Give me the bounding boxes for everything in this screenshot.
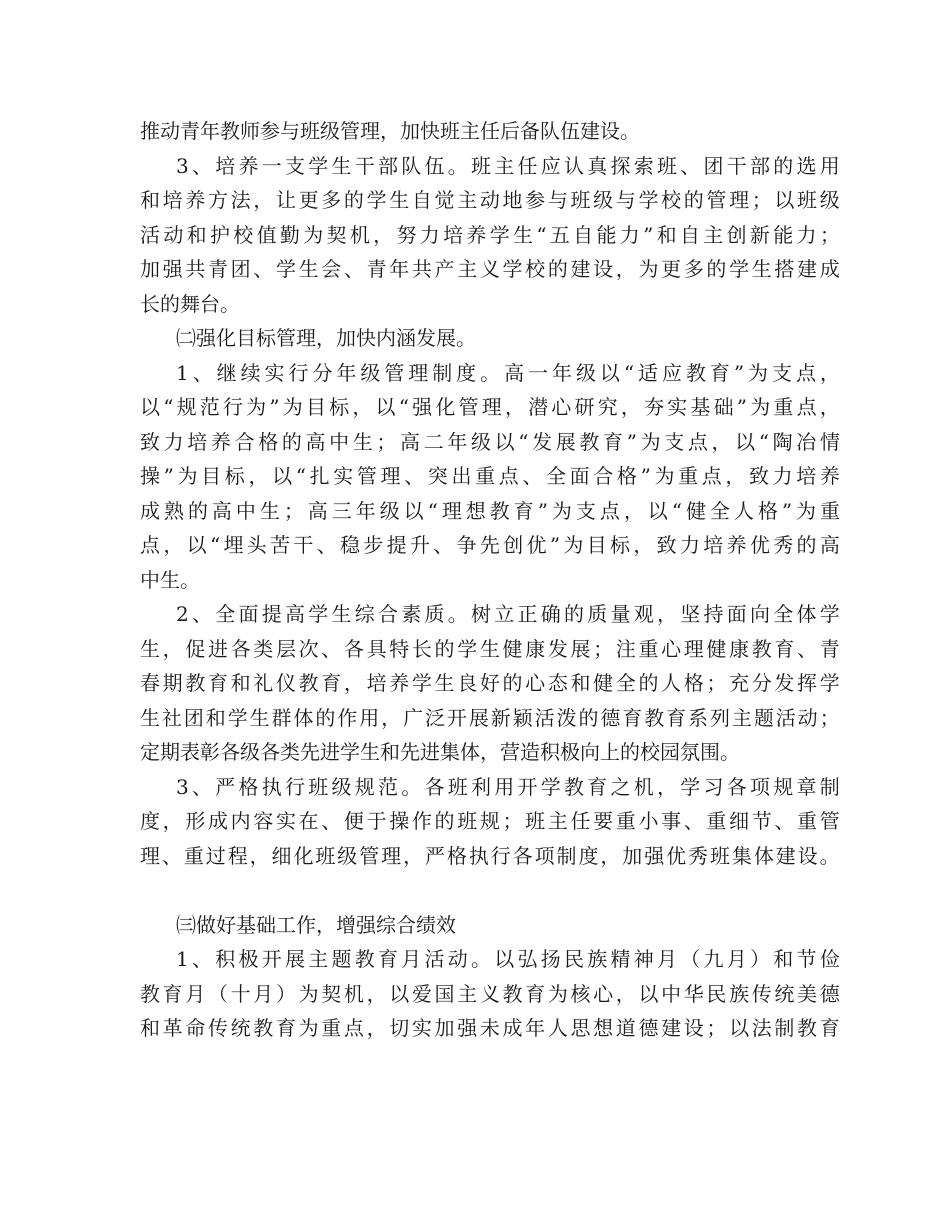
text-line: 长的舞台。 <box>140 291 240 316</box>
text-line: 生 社 团 和 学 生 群 体 的 作 用 ， 广 泛 开 展 新 颖 活 泼 的 德 育 教 育 系 列 主 题 活 动 ； <box>140 705 840 730</box>
text-line: 生 ， 促 进 各 类 层 次 、 各 具 特 长 的 学 生 健 康 发 展 ； 注 重 心 理 健 康 教 育 、 青 <box>140 636 840 661</box>
section-heading: ㈡强化目标管理，加快内涵发展。 <box>176 326 476 350</box>
text-line: 春 期 教 育 和 礼 仪 教 育 ， 培 养 学 生 良 好 的 心 态 和 健 全 的 人 格 ； 充 分 发 挥 学 <box>140 671 840 695</box>
section-heading: ㈢做好基础工作，增强综合绩效 <box>176 912 456 937</box>
text-line: 和 革 命 传 统 教 育 为 重 点 ， 切 实 加 强 未 成 年 人 思 想 道 德 建 设 ； 以 法 制 教 育 <box>140 1016 840 1040</box>
text-line: 理 、 重 过 程 ， 细 化 班 级 管 理 ， 严 格 执 行 各 项 制 度 ， 加 强 优 秀 班 集 体 建 设 。 <box>140 843 840 868</box>
text-line: 度 ， 形 成 内 容 实 在 、 便 于 操 作 的 班 规 ； 班 主 任 要 重 小 事 、 重 细 节 、 重 管 <box>140 809 840 833</box>
text-line: 中生。 <box>140 567 200 592</box>
text-line: 成 熟 的 高 中 生 ； 高 三 年 级 以 “ 理 想 教 育 ” 为 支 点 ， 以 “ 健 全 人 格 ” 为 重 <box>140 498 840 523</box>
text-line: 操 ” 为 目 标 ， 以 “ 扎 实 管 理 、 突 出 重 点 、 全 面 合 格 ” 为 重 点 ， 致 力 培 养 <box>140 464 840 488</box>
text-line: 以 “ 规 范 行 为 ” 为 目 标 ， 以 “ 强 化 管 理 ， 潜 心 研 究 ， 夯 实 基 础 ” 为 重 点 ， <box>140 395 840 419</box>
text-line: 推动青年教师参与班级管理，加快班主任后备队伍建设。 <box>140 119 640 143</box>
text-line: 致 力 培 养 合 格 的 高 中 生 ； 高 二 年 级 以 “ 发 展 教 育 ” 为 支 点 ， 以 “ 陶 冶 情 <box>140 429 840 454</box>
blank-line <box>140 873 840 908</box>
text-line: 教 育 月 （ 十 月 ） 为 契 机 ， 以 爱 国 主 义 教 育 为 核 心 ， 以 中 华 民 族 传 统 美 德 <box>140 981 840 1006</box>
text-line: 点 ， 以 “ 埋 头 苦 干 、 稳 步 提 升 、 争 先 创 优 ” 为 目 标 ， 致 力 培 养 优 秀 的 高 <box>140 533 840 557</box>
text-line: 和 培 养 方 法 ， 让 更 多 的 学 生 自 觉 主 动 地 参 与 班 级 与 学 校 的 管 理 ； 以 班 级 <box>140 188 840 212</box>
paragraph-first-line: 3 、 严 格 执 行 班 级 规 范 。 各 班 利 用 开 学 教 育 之 机 ， 学 习 各 项 规 章 制 <box>176 774 840 799</box>
document-page <box>140 114 840 1046</box>
paragraph-first-line: 3 、 培 养 一 支 学 生 干 部 队 伍 。 班 主 任 应 认 真 探 索 班 、 团 干 部 的 选 用 <box>176 153 840 178</box>
text-line: 加 强 共 青 团 、 学 生 会 、 青 年 共 产 主 义 学 校 的 建 设 ， 为 更 多 的 学 生 搭 建 成 <box>140 257 840 281</box>
text-line: 定期表彰各级各类先进学生和先进集体，营造积极向上的校园氛围。 <box>140 740 740 764</box>
text-line: 活 动 和 护 校 值 勤 为 契 机 ， 努 力 培 养 学 生 “ 五 自 能 力 ” 和 自 主 创 新 能 力 ； <box>140 222 840 247</box>
paragraph-first-line: 1 、 积 极 开 展 主 题 教 育 月 活 动 。 以 弘 扬 民 族 精 神 月 （ 九 月 ） 和 节 俭 <box>176 947 840 971</box>
paragraph-first-line: 2 、 全 面 提 高 学 生 综 合 素 质 。 树 立 正 确 的 质 量 观 ， 坚 持 面 向 全 体 学 <box>176 602 840 626</box>
paragraph-first-line: 1 、 继 续 实 行 分 年 级 管 理 制 度 。 高 一 年 级 以 “ 适 应 教 育 ” 为 支 点 ， <box>176 360 840 385</box>
